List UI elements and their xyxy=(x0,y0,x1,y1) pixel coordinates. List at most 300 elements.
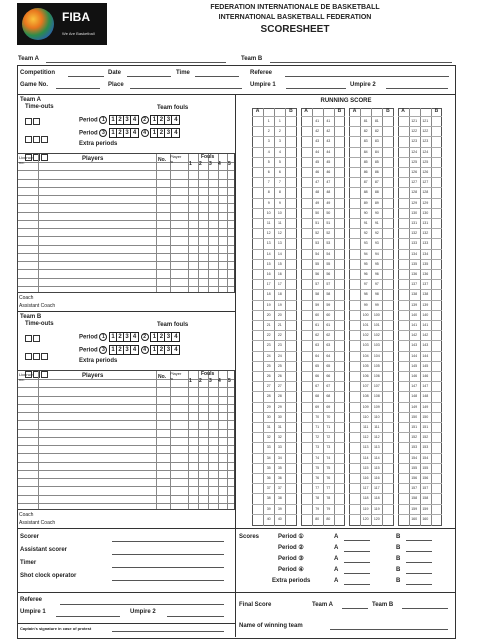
running-score-number[interactable]: 145 xyxy=(422,363,429,368)
running-score-number[interactable]: 51 xyxy=(326,221,331,225)
running-score-number[interactable]: 92 xyxy=(374,231,379,236)
running-score-number[interactable]: 56 xyxy=(315,272,320,276)
running-score-number[interactable]: 64 xyxy=(315,353,320,358)
running-score-number[interactable]: 65 xyxy=(326,363,331,368)
running-score-number[interactable]: 110 xyxy=(373,414,380,419)
running-score-number[interactable]: 131 xyxy=(411,221,418,225)
running-score-number[interactable]: 38 xyxy=(266,496,271,501)
running-score-number[interactable]: 86 xyxy=(374,170,379,174)
running-score-number[interactable]: 88 xyxy=(363,190,368,195)
umpire1-field[interactable] xyxy=(286,88,346,89)
running-score-number[interactable]: 83 xyxy=(363,139,368,144)
running-score-number[interactable]: 75 xyxy=(326,465,331,470)
running-score-number[interactable]: 21 xyxy=(266,323,271,327)
running-score-number[interactable]: 89 xyxy=(374,200,379,205)
competition-field[interactable] xyxy=(68,76,104,77)
running-score-number[interactable]: 6 xyxy=(278,170,281,174)
running-score-number[interactable]: 61 xyxy=(315,323,320,327)
running-score-number[interactable]: 107 xyxy=(373,384,380,389)
running-score-number[interactable]: 66 xyxy=(315,374,320,378)
foul-boxes-p1[interactable]: 1 2 3 4 xyxy=(109,332,139,342)
scores-b-field[interactable] xyxy=(406,573,432,574)
running-score-number[interactable]: 158 xyxy=(411,496,418,501)
running-score-number[interactable]: 7 xyxy=(278,180,281,185)
running-score-number[interactable]: 42 xyxy=(315,129,320,134)
running-score-number[interactable]: 95 xyxy=(363,261,368,266)
running-score-number[interactable]: 146 xyxy=(422,374,429,378)
running-score-number[interactable]: 153 xyxy=(411,445,418,450)
team-b-field[interactable] xyxy=(270,62,452,63)
running-score-number[interactable]: 140 xyxy=(422,312,429,317)
running-score-number[interactable]: 150 xyxy=(411,414,418,419)
final-team-a-field[interactable] xyxy=(342,608,368,609)
running-score-number[interactable]: 111 xyxy=(374,425,380,429)
running-score-number[interactable]: 97 xyxy=(363,282,368,287)
running-score-number[interactable]: 132 xyxy=(411,231,418,236)
running-score-number[interactable]: 153 xyxy=(422,445,429,450)
running-score-number[interactable]: 127 xyxy=(422,180,429,185)
running-score-number[interactable]: 144 xyxy=(422,353,429,358)
running-score-number[interactable]: 104 xyxy=(362,353,369,358)
running-score-number[interactable]: 103 xyxy=(362,343,369,348)
running-score-number[interactable]: 41 xyxy=(315,119,320,123)
running-score-number[interactable]: 70 xyxy=(326,414,331,419)
running-score-number[interactable]: 76 xyxy=(315,476,320,480)
foul-boxes-p3[interactable]: 1 2 3 4 xyxy=(109,345,139,355)
running-score-number[interactable]: 25 xyxy=(266,363,271,368)
running-score-number[interactable]: 115 xyxy=(373,465,380,470)
running-score-number[interactable]: 120 xyxy=(362,516,369,521)
running-score-number[interactable]: 77 xyxy=(326,486,331,491)
running-score-number[interactable]: 47 xyxy=(326,180,331,185)
running-score-number[interactable]: 60 xyxy=(315,312,320,317)
running-score-number[interactable]: 147 xyxy=(422,384,429,389)
running-score-number[interactable]: 84 xyxy=(374,149,379,154)
running-score-number[interactable]: 23 xyxy=(266,343,271,348)
running-score-number[interactable]: 94 xyxy=(363,251,368,256)
running-score-number[interactable]: 22 xyxy=(266,333,271,338)
running-score-number[interactable]: 123 xyxy=(411,139,418,144)
running-score-number[interactable]: 46 xyxy=(326,170,331,174)
foul-boxes-p3[interactable]: 1 2 3 4 xyxy=(109,128,139,138)
running-score-number[interactable]: 151 xyxy=(422,425,429,429)
running-score-number[interactable]: 90 xyxy=(374,210,379,215)
foul-boxes-p4[interactable]: 1 2 3 4 xyxy=(150,345,180,355)
running-score-number[interactable]: 29 xyxy=(266,404,271,409)
running-score-number[interactable]: 143 xyxy=(422,343,429,348)
umpire2-sign-field[interactable] xyxy=(167,616,224,617)
running-score-number[interactable]: 87 xyxy=(363,180,368,185)
running-score-number[interactable]: 44 xyxy=(326,149,331,154)
running-score-number[interactable]: 109 xyxy=(362,404,369,409)
running-score-number[interactable]: 2 xyxy=(278,129,281,134)
running-score-number[interactable]: 93 xyxy=(374,241,379,246)
running-score-number[interactable]: 33 xyxy=(277,445,282,450)
date-field[interactable] xyxy=(127,76,171,77)
timer-field[interactable] xyxy=(112,567,224,568)
running-score-number[interactable]: 64 xyxy=(326,353,331,358)
running-score-number[interactable]: 84 xyxy=(363,149,368,154)
running-score-number[interactable]: 102 xyxy=(373,333,380,338)
running-score-number[interactable]: 26 xyxy=(266,374,271,378)
running-score-number[interactable]: 35 xyxy=(266,465,271,470)
running-score-number[interactable]: 143 xyxy=(411,343,418,348)
running-score-number[interactable]: 74 xyxy=(315,455,320,460)
running-score-number[interactable]: 57 xyxy=(315,282,320,287)
running-score-number[interactable]: 55 xyxy=(326,261,331,266)
protest-field[interactable] xyxy=(112,631,224,632)
running-score-number[interactable]: 151 xyxy=(411,425,418,429)
running-score-number[interactable]: 22 xyxy=(277,333,282,338)
running-score-number[interactable]: 67 xyxy=(315,384,320,389)
running-score-number[interactable]: 36 xyxy=(277,476,282,480)
running-score-number[interactable]: 28 xyxy=(266,394,271,399)
running-score-number[interactable]: 103 xyxy=(373,343,380,348)
running-score-number[interactable]: 125 xyxy=(422,159,429,164)
running-score-number[interactable]: 49 xyxy=(315,200,320,205)
scores-b-field[interactable] xyxy=(406,551,432,552)
running-score-number[interactable]: 149 xyxy=(422,404,429,409)
running-score-number[interactable]: 136 xyxy=(411,272,418,276)
running-score-number[interactable]: 117 xyxy=(373,486,380,491)
running-score-number[interactable]: 80 xyxy=(315,516,320,521)
running-score-number[interactable]: 16 xyxy=(266,272,271,276)
running-score-number[interactable]: 87 xyxy=(374,180,379,185)
referee-field[interactable] xyxy=(285,76,449,77)
running-score-number[interactable]: 1 xyxy=(267,119,270,123)
running-score-number[interactable]: 160 xyxy=(422,516,429,521)
running-score-number[interactable]: 13 xyxy=(266,241,271,246)
running-score-number[interactable]: 101 xyxy=(373,323,380,327)
running-score-number[interactable]: 154 xyxy=(411,455,418,460)
running-score-number[interactable]: 116 xyxy=(373,476,380,480)
running-score-number[interactable]: 8 xyxy=(267,190,270,195)
running-score-number[interactable]: 98 xyxy=(363,292,368,297)
running-score-number[interactable]: 97 xyxy=(374,282,379,287)
running-score-number[interactable]: 12 xyxy=(266,231,271,236)
running-score-number[interactable]: 115 xyxy=(362,465,369,470)
running-score-number[interactable]: 3 xyxy=(267,139,270,144)
running-score-number[interactable]: 101 xyxy=(362,323,369,327)
running-score-number[interactable]: 6 xyxy=(267,170,270,174)
running-score-number[interactable]: 155 xyxy=(411,465,418,470)
running-score-number[interactable]: 70 xyxy=(315,414,320,419)
running-score-number[interactable]: 160 xyxy=(411,516,418,521)
running-score-number[interactable]: 10 xyxy=(266,210,271,215)
running-score-number[interactable]: 20 xyxy=(266,312,271,317)
running-score-number[interactable]: 96 xyxy=(374,272,379,276)
running-score-number[interactable]: 24 xyxy=(277,353,282,358)
running-score-number[interactable]: 30 xyxy=(277,414,282,419)
shot-clock-field[interactable] xyxy=(112,580,224,581)
running-score-number[interactable]: 32 xyxy=(277,435,282,440)
running-score-number[interactable]: 80 xyxy=(326,516,331,521)
scorer-field[interactable] xyxy=(112,541,224,542)
running-score-number[interactable]: 79 xyxy=(315,506,320,511)
running-score-number[interactable]: 49 xyxy=(326,200,331,205)
running-score-number[interactable]: 58 xyxy=(315,292,320,297)
running-score-number[interactable]: 83 xyxy=(374,139,379,144)
running-score-number[interactable]: 31 xyxy=(277,425,282,429)
running-score-number[interactable]: 148 xyxy=(411,394,418,399)
running-score-number[interactable]: 72 xyxy=(326,435,331,440)
running-score-number[interactable]: 138 xyxy=(422,292,429,297)
running-score-number[interactable]: 95 xyxy=(374,261,379,266)
scores-a-field[interactable] xyxy=(344,573,370,574)
running-score-number[interactable]: 50 xyxy=(326,210,331,215)
running-score-number[interactable]: 4 xyxy=(278,149,281,154)
running-score-number[interactable]: 121 xyxy=(411,119,418,123)
running-score-number[interactable]: 63 xyxy=(315,343,320,348)
scores-b-field[interactable] xyxy=(406,562,432,563)
running-score-number[interactable]: 107 xyxy=(362,384,369,389)
running-score-number[interactable]: 55 xyxy=(315,261,320,266)
scores-b-field[interactable] xyxy=(406,584,432,585)
running-score-number[interactable]: 122 xyxy=(422,129,429,134)
running-score-number[interactable]: 19 xyxy=(277,302,282,307)
running-score-number[interactable]: 135 xyxy=(422,261,429,266)
running-score-number[interactable]: 26 xyxy=(277,374,282,378)
running-score-number[interactable]: 18 xyxy=(277,292,282,297)
running-score-number[interactable]: 5 xyxy=(278,159,281,164)
running-score-number[interactable]: 62 xyxy=(315,333,320,338)
running-score-number[interactable]: 155 xyxy=(422,465,429,470)
running-score-number[interactable]: 120 xyxy=(373,516,380,521)
running-score-number[interactable]: 31 xyxy=(266,425,271,429)
running-score-number[interactable]: 69 xyxy=(315,404,320,409)
running-score-number[interactable]: 112 xyxy=(373,435,380,440)
running-score-number[interactable]: 61 xyxy=(326,323,331,327)
running-score-number[interactable]: 122 xyxy=(411,129,418,134)
running-score-number[interactable]: 52 xyxy=(326,231,331,236)
running-score-number[interactable]: 76 xyxy=(326,476,331,480)
running-score-number[interactable]: 53 xyxy=(326,241,331,246)
running-score-number[interactable]: 128 xyxy=(422,190,429,195)
running-score-number[interactable]: 81 xyxy=(374,119,379,123)
running-score-number[interactable]: 123 xyxy=(422,139,429,144)
running-score-number[interactable]: 126 xyxy=(411,170,418,174)
running-score-number[interactable]: 11 xyxy=(277,221,282,225)
running-score-number[interactable]: 130 xyxy=(411,210,418,215)
running-score-number[interactable]: 38 xyxy=(277,496,282,501)
running-score-number[interactable]: 149 xyxy=(411,404,418,409)
running-score-number[interactable]: 36 xyxy=(266,476,271,480)
running-score-number[interactable]: 144 xyxy=(411,353,418,358)
running-score-number[interactable]: 67 xyxy=(326,384,331,389)
running-score-number[interactable]: 53 xyxy=(315,241,320,246)
foul-boxes-p4[interactable]: 1 2 3 4 xyxy=(150,128,180,138)
running-score-number[interactable]: 159 xyxy=(422,506,429,511)
running-score-number[interactable]: 25 xyxy=(277,363,282,368)
running-score-number[interactable]: 124 xyxy=(422,149,429,154)
running-score-number[interactable]: 9 xyxy=(278,200,281,205)
running-score-number[interactable]: 100 xyxy=(373,312,380,317)
running-score-number[interactable]: 146 xyxy=(411,374,418,378)
running-score-number[interactable]: 27 xyxy=(277,384,282,389)
running-score-number[interactable]: 85 xyxy=(363,159,368,164)
running-score-number[interactable]: 2 xyxy=(267,129,270,134)
running-score-number[interactable]: 3 xyxy=(278,139,281,144)
running-score-number[interactable]: 39 xyxy=(277,506,282,511)
place-field[interactable] xyxy=(130,88,242,89)
running-score-number[interactable]: 15 xyxy=(266,261,271,266)
running-score-number[interactable]: 141 xyxy=(422,323,429,327)
running-score-number[interactable]: 116 xyxy=(362,476,369,480)
running-score-number[interactable]: 47 xyxy=(315,180,320,185)
running-score-number[interactable]: 41 xyxy=(326,119,331,123)
running-score-number[interactable]: 86 xyxy=(363,170,368,174)
running-score-number[interactable]: 60 xyxy=(326,312,331,317)
running-score-number[interactable]: 117 xyxy=(362,486,369,491)
running-score-number[interactable]: 129 xyxy=(422,200,429,205)
running-score-number[interactable]: 154 xyxy=(422,455,429,460)
running-score-number[interactable]: 125 xyxy=(411,159,418,164)
running-score-number[interactable]: 133 xyxy=(422,241,429,246)
umpire1-sign-field[interactable] xyxy=(56,616,120,617)
running-score-number[interactable]: 37 xyxy=(266,486,271,491)
running-score-number[interactable]: 142 xyxy=(422,333,429,338)
running-score-number[interactable]: 152 xyxy=(422,435,429,440)
running-score-number[interactable]: 82 xyxy=(374,129,379,134)
running-score-number[interactable]: 113 xyxy=(373,445,380,450)
running-score-number[interactable]: 32 xyxy=(266,435,271,440)
running-score-number[interactable]: 112 xyxy=(362,435,369,440)
running-score-number[interactable]: 30 xyxy=(266,414,271,419)
running-score-number[interactable]: 1 xyxy=(278,119,281,123)
running-score-number[interactable]: 33 xyxy=(266,445,271,450)
running-score-number[interactable]: 147 xyxy=(411,384,418,389)
running-score-number[interactable]: 56 xyxy=(326,272,331,276)
running-score-number[interactable]: 73 xyxy=(326,445,331,450)
running-score-number[interactable]: 63 xyxy=(326,343,331,348)
running-score-number[interactable]: 134 xyxy=(411,251,418,256)
running-score-number[interactable]: 34 xyxy=(266,455,271,460)
running-score-number[interactable]: 106 xyxy=(362,374,369,378)
umpire2-field[interactable] xyxy=(386,88,448,89)
running-score-number[interactable]: 156 xyxy=(411,476,418,480)
running-score-number[interactable]: 91 xyxy=(374,221,379,225)
running-score-number[interactable]: 48 xyxy=(326,190,331,195)
running-score-number[interactable]: 156 xyxy=(422,476,429,480)
running-score-number[interactable]: 74 xyxy=(326,455,331,460)
running-score-number[interactable]: 9 xyxy=(267,200,270,205)
running-score-number[interactable]: 145 xyxy=(411,363,418,368)
running-score-number[interactable]: 75 xyxy=(315,465,320,470)
running-score-number[interactable]: 16 xyxy=(277,272,282,276)
running-score-number[interactable]: 71 xyxy=(315,425,320,429)
running-score-number[interactable]: 62 xyxy=(326,333,331,338)
scores-a-field[interactable] xyxy=(344,562,370,563)
running-score-number[interactable]: 37 xyxy=(277,486,282,491)
running-score-number[interactable]: 5 xyxy=(267,159,270,164)
running-score-number[interactable]: 57 xyxy=(326,282,331,287)
running-score-number[interactable]: 18 xyxy=(266,292,271,297)
running-score-number[interactable]: 77 xyxy=(315,486,320,491)
running-score-number[interactable]: 72 xyxy=(315,435,320,440)
final-team-b-field[interactable] xyxy=(402,608,448,609)
running-score-number[interactable]: 96 xyxy=(363,272,368,276)
running-score-number[interactable]: 4 xyxy=(267,149,270,154)
running-score-number[interactable]: 13 xyxy=(277,241,282,246)
running-score-number[interactable]: 132 xyxy=(422,231,429,236)
running-score-number[interactable]: 139 xyxy=(411,302,418,307)
running-score-number[interactable]: 127 xyxy=(411,180,418,185)
running-score-number[interactable]: 113 xyxy=(362,445,369,450)
running-score-number[interactable]: 94 xyxy=(374,251,379,256)
running-score-number[interactable]: 118 xyxy=(362,496,369,501)
running-score-number[interactable]: 68 xyxy=(326,394,331,399)
foul-boxes-p1[interactable]: 1 2 3 4 xyxy=(109,115,139,125)
running-score-number[interactable]: 158 xyxy=(422,496,429,501)
running-score-number[interactable]: 140 xyxy=(411,312,418,317)
running-score-number[interactable]: 27 xyxy=(266,384,271,389)
running-score-number[interactable]: 48 xyxy=(315,190,320,195)
running-score-number[interactable]: 59 xyxy=(326,302,331,307)
scores-a-field[interactable] xyxy=(344,584,370,585)
running-score-number[interactable]: 109 xyxy=(373,404,380,409)
running-score-number[interactable]: 139 xyxy=(422,302,429,307)
running-score-number[interactable]: 51 xyxy=(315,221,320,225)
running-score-number[interactable]: 99 xyxy=(363,302,368,307)
running-score-number[interactable]: 14 xyxy=(277,251,282,256)
running-score-number[interactable]: 45 xyxy=(326,159,331,164)
running-score-number[interactable]: 111 xyxy=(362,425,369,429)
running-score-number[interactable]: 129 xyxy=(411,200,418,205)
running-score-number[interactable]: 54 xyxy=(315,251,320,256)
running-score-number[interactable]: 135 xyxy=(411,261,418,266)
running-score-number[interactable]: 46 xyxy=(315,170,320,174)
running-score-number[interactable]: 159 xyxy=(411,506,418,511)
running-score-number[interactable]: 92 xyxy=(363,231,368,236)
running-score-number[interactable]: 66 xyxy=(326,374,331,378)
running-score-number[interactable]: 8 xyxy=(278,190,281,195)
assistant-scorer-field[interactable] xyxy=(112,554,224,555)
running-score-number[interactable]: 102 xyxy=(362,333,369,338)
running-score-number[interactable]: 110 xyxy=(362,414,369,419)
running-score-number[interactable]: 157 xyxy=(411,486,418,491)
running-score-number[interactable]: 7 xyxy=(267,180,270,185)
running-score-number[interactable]: 19 xyxy=(266,302,271,307)
running-score-number[interactable]: 81 xyxy=(363,119,368,123)
running-score-number[interactable]: 11 xyxy=(266,221,271,225)
scores-a-field[interactable] xyxy=(344,551,370,552)
running-score-number[interactable]: 39 xyxy=(266,506,271,511)
running-score-number[interactable]: 137 xyxy=(422,282,429,287)
running-score-number[interactable]: 78 xyxy=(315,496,320,501)
running-score-number[interactable]: 119 xyxy=(373,506,380,511)
running-score-number[interactable]: 28 xyxy=(277,394,282,399)
running-score-number[interactable]: 89 xyxy=(363,200,368,205)
running-score-number[interactable]: 65 xyxy=(315,363,320,368)
running-score-number[interactable]: 108 xyxy=(373,394,380,399)
running-score-number[interactable]: 35 xyxy=(277,465,282,470)
running-score-number[interactable]: 99 xyxy=(374,302,379,307)
referee-sign-field[interactable] xyxy=(60,604,224,605)
running-score-number[interactable]: 91 xyxy=(363,221,368,225)
running-score-number[interactable]: 104 xyxy=(373,353,380,358)
running-score-number[interactable]: 114 xyxy=(362,455,369,460)
running-score-number[interactable]: 43 xyxy=(326,139,331,144)
running-score-number[interactable]: 88 xyxy=(374,190,379,195)
running-score-number[interactable]: 118 xyxy=(373,496,380,501)
running-score-number[interactable]: 130 xyxy=(422,210,429,215)
running-score-number[interactable]: 119 xyxy=(362,506,369,511)
running-score-number[interactable]: 105 xyxy=(362,363,369,368)
running-score-number[interactable]: 58 xyxy=(326,292,331,297)
running-score-number[interactable]: 42 xyxy=(326,129,331,134)
running-score-number[interactable]: 20 xyxy=(277,312,282,317)
running-score-number[interactable]: 69 xyxy=(326,404,331,409)
